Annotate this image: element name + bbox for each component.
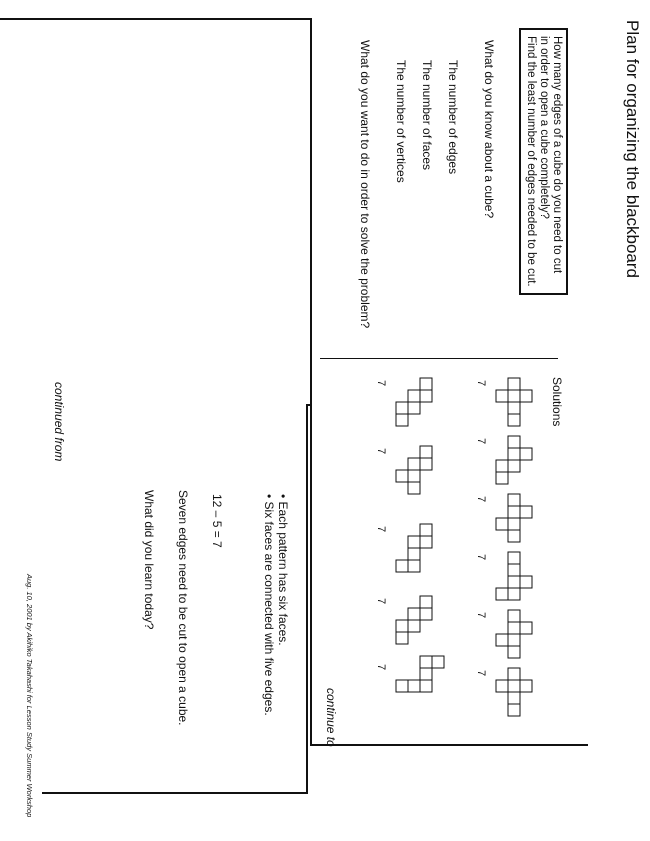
net-face	[496, 472, 508, 484]
net-face	[408, 482, 420, 494]
net-face	[496, 390, 508, 402]
net-face	[408, 458, 420, 470]
net-face	[508, 552, 520, 564]
board-right-edge	[310, 744, 588, 746]
net-face	[520, 390, 532, 402]
problem-line: How many edges of a cube do you need to cut	[551, 36, 563, 274]
net-face	[508, 668, 520, 680]
right-board-right-edge	[42, 792, 308, 794]
net-face	[420, 458, 432, 470]
net-face	[496, 518, 508, 530]
net-face	[508, 378, 520, 390]
know-item-vertices: The number of vertices	[394, 60, 408, 183]
net-face	[496, 588, 508, 600]
net-face	[396, 620, 408, 632]
cube-net-8	[375, 446, 432, 494]
net-face	[396, 632, 408, 644]
net-face	[508, 460, 520, 472]
bullet-text: Six faces are connected with five edges.	[262, 501, 276, 716]
net-face	[496, 460, 508, 472]
right-board-top-edge	[306, 404, 308, 794]
net-face	[396, 402, 408, 414]
know-item-faces: The number of faces	[420, 60, 434, 171]
net-face	[420, 656, 432, 668]
net-face	[520, 576, 532, 588]
net-face	[508, 564, 520, 576]
edge-count-label: 7	[475, 380, 487, 387]
problem-line: Find the least number of edges needed to be cut.	[525, 36, 537, 287]
net-face	[408, 470, 420, 482]
bullet-five-edges: • Six faces are connected with five edges.	[262, 494, 276, 716]
cube-net-11	[375, 656, 444, 692]
bullet-text: Each pattern has six faces.	[276, 501, 290, 646]
net-face	[408, 680, 420, 692]
cube-net-10	[375, 596, 432, 644]
net-face	[508, 436, 520, 448]
edge-count-label: 7	[375, 664, 387, 671]
net-face	[508, 692, 520, 704]
problem-line: in order to open a cube completely?	[538, 36, 550, 219]
net-face	[408, 620, 420, 632]
net-face	[408, 536, 420, 548]
net-face	[508, 680, 520, 692]
net-face	[508, 576, 520, 588]
net-face	[520, 622, 532, 634]
net-face	[508, 390, 520, 402]
net-face	[420, 378, 432, 390]
net-face	[508, 622, 520, 634]
net-face	[396, 680, 408, 692]
board-divider	[320, 358, 558, 359]
cube-net-1	[475, 378, 532, 426]
net-face	[520, 680, 532, 692]
conclusion: Seven edges need to be cut to open a cube.	[176, 490, 190, 726]
net-face	[508, 448, 520, 460]
net-face	[408, 548, 420, 560]
net-face	[520, 506, 532, 518]
net-face	[508, 634, 520, 646]
reflection-question: What did you learn today?	[142, 490, 156, 630]
solutions-label: Solutions	[550, 377, 564, 427]
net-face	[508, 414, 520, 426]
cube-net-5	[475, 610, 532, 658]
edge-count-label: 7	[375, 598, 387, 605]
equation: 12 – 5 = 7	[210, 494, 224, 548]
net-face	[420, 536, 432, 548]
cube-net-3	[475, 494, 532, 542]
net-face	[508, 610, 520, 622]
edge-count-label: 7	[375, 380, 387, 387]
cube-net-7	[375, 378, 432, 426]
edge-count-label: 7	[375, 526, 387, 533]
net-face	[496, 634, 508, 646]
continued-from-label: continued from	[52, 382, 66, 462]
net-face	[396, 470, 408, 482]
footer-credit: Aug. 10, 2001 by Akihiko Takahashi for Lesson Study Summer Workshop	[25, 574, 34, 818]
net-face	[432, 656, 444, 668]
problem-box	[519, 28, 568, 295]
edge-count-label: 7	[475, 670, 487, 677]
net-face	[396, 560, 408, 572]
net-face	[420, 446, 432, 458]
net-face	[408, 390, 420, 402]
edge-count-label: 7	[475, 612, 487, 619]
net-face	[508, 506, 520, 518]
want-question: What do you want to do in order to solve the problem?	[358, 40, 372, 329]
cube-net-2	[475, 436, 532, 484]
net-face	[508, 494, 520, 506]
board-left-edge	[0, 18, 312, 20]
net-face	[508, 402, 520, 414]
board-top-edge	[310, 18, 312, 746]
net-face	[508, 588, 520, 600]
net-face	[408, 560, 420, 572]
bullet-six-faces: • Each pattern has six faces.	[276, 494, 290, 646]
cube-net-6	[475, 668, 532, 716]
net-face	[420, 596, 432, 608]
cube-net-9	[375, 524, 432, 572]
know-item-edges: The number of edges	[446, 60, 460, 175]
edge-count-label: 7	[475, 554, 487, 561]
net-face	[508, 518, 520, 530]
cube-nets	[320, 360, 550, 720]
net-face	[396, 414, 408, 426]
net-face	[420, 608, 432, 620]
net-face	[508, 646, 520, 658]
net-face	[520, 448, 532, 460]
continue-to-label: continue to	[324, 688, 338, 747]
net-face	[408, 608, 420, 620]
net-face	[508, 530, 520, 542]
net-face	[420, 668, 432, 680]
edge-count-label: 7	[375, 448, 387, 455]
know-heading: What do you know about a cube?	[482, 40, 496, 219]
edge-count-label: 7	[475, 438, 487, 445]
net-face	[420, 680, 432, 692]
net-face	[420, 524, 432, 536]
cube-net-4	[475, 552, 532, 600]
edge-count-label: 7	[475, 496, 487, 503]
net-face	[496, 680, 508, 692]
page-title: Plan for organizing the blackboard	[623, 20, 642, 278]
net-face	[508, 704, 520, 716]
net-face	[408, 402, 420, 414]
net-face	[420, 390, 432, 402]
